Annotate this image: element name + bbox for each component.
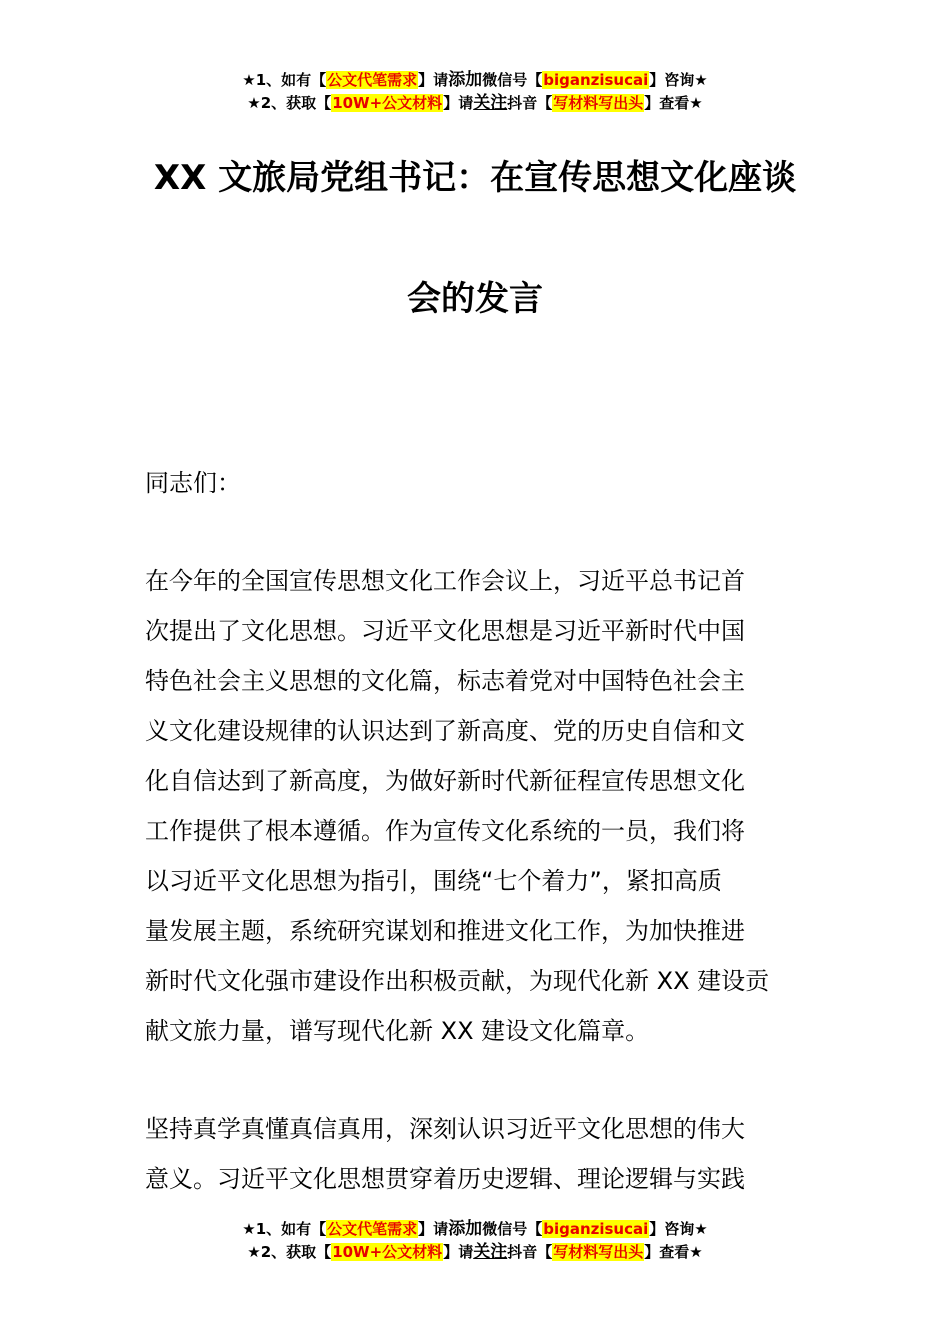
banner-text: 抖音【 <box>507 94 553 112</box>
paragraph-line: 在今年的全国宣传思想文化工作会议上，习近平总书记首 <box>145 567 745 595</box>
banner-wechat-id: biganzisucai <box>543 71 649 89</box>
banner-emphasis: 关注 <box>473 1242 508 1262</box>
paragraph-line: 量发展主题，系统研究谋划和推进文化工作，为加快推进 <box>145 917 745 945</box>
paragraph-line: 工作提供了根本遵循。作为宣传文化系统的一员，我们将 <box>145 817 745 845</box>
banner-text: 微信号【 <box>482 1220 543 1238</box>
banner-highlight: 公文代笔需求 <box>327 71 418 89</box>
paragraph <box>145 556 810 1056</box>
salutation: 同志们： <box>145 469 241 497</box>
banner-emphasis: 添加 <box>448 70 483 90</box>
banner-douyin-id: 写材料写出头 <box>553 1243 644 1261</box>
banner-text: 】请 <box>418 71 449 89</box>
banner-text: 】请 <box>443 1243 474 1261</box>
top-banner <box>0 69 950 115</box>
banner-text: 】咨询★ <box>649 71 708 89</box>
paragraph-line: 新时代文化强市建设作出积极贡献，为现代化新 XX 建设贡 <box>145 967 770 995</box>
banner-text: 】查看★ <box>644 94 703 112</box>
banner-line-1 <box>0 69 950 92</box>
paragraph-line: 以习近平文化思想为指引，围绕“七个着力”，紧扣高质 <box>145 867 722 895</box>
banner-highlight: 10W+公文材料 <box>332 1243 443 1261</box>
banner-highlight: 公文代笔需求 <box>327 1220 418 1238</box>
paragraph <box>145 1104 810 1204</box>
banner-text: 】请 <box>418 1220 449 1238</box>
banner-text: ★1、如有【 <box>242 71 327 89</box>
banner-line-2 <box>0 1241 950 1264</box>
banner-text: 】请 <box>443 94 474 112</box>
banner-line-1 <box>0 1218 950 1241</box>
paragraph-line: 坚持真学真懂真信真用，深刻认识习近平文化思想的伟大 <box>145 1115 745 1143</box>
document-title-line-1: XX 文旅局党组书记：在宣传思想文化座谈 <box>153 158 797 198</box>
paragraph-line: 意义。习近平文化思想贯穿着历史逻辑、理论逻辑与实践 <box>145 1165 745 1193</box>
banner-text: ★1、如有【 <box>242 1220 327 1238</box>
banner-wechat-id: biganzisucai <box>543 1220 649 1238</box>
paragraph-line: 特色社会主义思想的文化篇，标志着党对中国特色社会主 <box>145 667 745 695</box>
banner-emphasis: 关注 <box>473 93 508 113</box>
bottom-banner <box>0 1218 950 1264</box>
banner-text: 微信号【 <box>482 71 543 89</box>
banner-douyin-id: 写材料写出头 <box>553 94 644 112</box>
banner-line-2 <box>0 92 950 115</box>
paragraph-line: 化自信达到了新高度，为做好新时代新征程宣传思想文化 <box>145 767 745 795</box>
banner-text: 抖音【 <box>507 1243 553 1261</box>
banner-text: 】查看★ <box>644 1243 703 1261</box>
paragraph-line: 次提出了文化思想。习近平文化思想是习近平新时代中国 <box>145 617 745 645</box>
banner-text: 】咨询★ <box>649 1220 708 1238</box>
paragraph-line: 义文化建设规律的认识达到了新高度、党的历史自信和文 <box>145 717 745 745</box>
banner-emphasis: 添加 <box>448 1219 483 1239</box>
paragraph-line: 献文旅力量，谱写现代化新 XX 建设文化篇章。 <box>145 1017 650 1045</box>
banner-highlight: 10W+公文材料 <box>332 94 443 112</box>
banner-text: ★2、获取【 <box>247 1243 332 1261</box>
banner-text: ★2、获取【 <box>247 94 332 112</box>
document-title-line-2: 会的发言 <box>407 279 543 319</box>
